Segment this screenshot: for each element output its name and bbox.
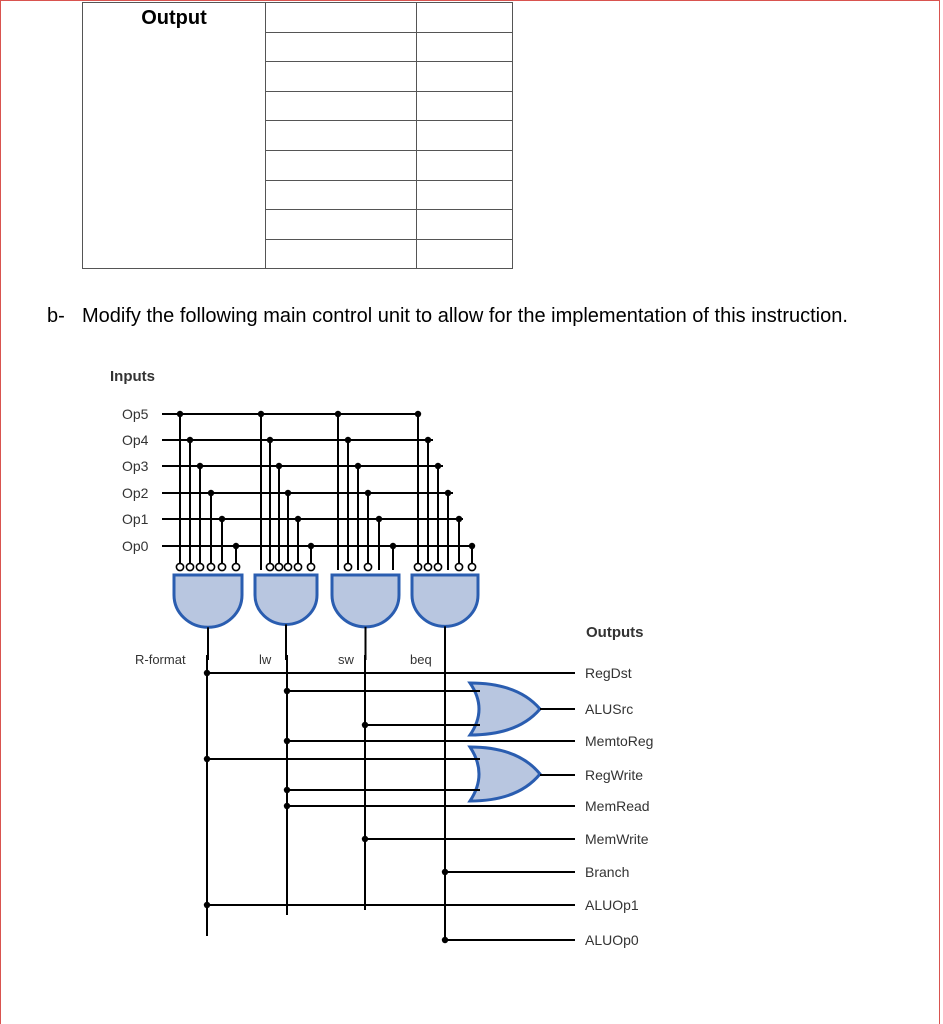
tap-junction-dot bbox=[233, 543, 239, 549]
junction-dot bbox=[284, 738, 290, 744]
input-label-op3: Op3 bbox=[122, 458, 149, 474]
and-gate-label-r-format: R-format bbox=[135, 652, 186, 667]
output-label-regdst: RegDst bbox=[585, 665, 632, 681]
output-label-aluop0: ALUOp0 bbox=[585, 932, 639, 948]
tap-junction-dot bbox=[376, 516, 382, 522]
inverter-bubble bbox=[434, 563, 441, 570]
inverter-bubble bbox=[218, 563, 225, 570]
output-label-regwrite: RegWrite bbox=[585, 767, 644, 783]
output-label-alusrc: ALUSrc bbox=[585, 701, 634, 717]
input-label-op4: Op4 bbox=[122, 432, 149, 448]
inverter-bubble bbox=[424, 563, 431, 570]
tap-junction-dot bbox=[208, 490, 214, 496]
tap-junction-dot bbox=[219, 516, 225, 522]
inverter-bubble bbox=[275, 563, 282, 570]
tap-junction-dot bbox=[285, 490, 291, 496]
tap-junction-dot bbox=[308, 543, 314, 549]
and-gate-sw bbox=[332, 575, 399, 627]
tap-junction-dot bbox=[258, 411, 264, 417]
tap-junction-dot bbox=[469, 543, 475, 549]
tap-junction-dot bbox=[335, 411, 341, 417]
and-gate-label-beq: beq bbox=[410, 652, 432, 667]
and-gate-lw bbox=[255, 575, 317, 624]
tap-junction-dot bbox=[365, 490, 371, 496]
output-label-memread: MemRead bbox=[585, 798, 650, 814]
junction-dot bbox=[284, 688, 290, 694]
tap-junction-dot bbox=[177, 411, 183, 417]
junction-dot bbox=[204, 670, 210, 676]
and-gate-label-lw: lw bbox=[259, 652, 272, 667]
question-marker: b- bbox=[47, 305, 65, 327]
inverter-bubble bbox=[284, 563, 291, 570]
inverter-bubble bbox=[468, 563, 475, 570]
and-gate-r-format bbox=[174, 575, 242, 627]
and-gate-label-sw: sw bbox=[338, 652, 354, 667]
inverter-bubble bbox=[364, 563, 371, 570]
inverter-bubble bbox=[232, 563, 239, 570]
inverter-bubble bbox=[186, 563, 193, 570]
tap-junction-dot bbox=[445, 490, 451, 496]
tap-junction-dot bbox=[355, 463, 361, 469]
tap-junction-dot bbox=[390, 543, 396, 549]
tap-junction-dot bbox=[435, 463, 441, 469]
inverter-bubble bbox=[294, 563, 301, 570]
input-label-op2: Op2 bbox=[122, 485, 149, 501]
and-gate-beq bbox=[412, 575, 478, 626]
inverter-bubble bbox=[414, 563, 421, 570]
junction-dot bbox=[284, 787, 290, 793]
input-label-op0: Op0 bbox=[122, 538, 149, 554]
inverter-bubble bbox=[196, 563, 203, 570]
tap-junction-dot bbox=[425, 437, 431, 443]
output-label: Output bbox=[141, 7, 207, 29]
junction-dot bbox=[204, 756, 210, 762]
junction-dot bbox=[204, 902, 210, 908]
junction-dot bbox=[442, 937, 448, 943]
junction-dot bbox=[284, 803, 290, 809]
question-text: Modify the following main control unit to allow for the implementation of this instruction. bbox=[82, 305, 848, 327]
input-label-op1: Op1 bbox=[122, 511, 149, 527]
tap-junction-dot bbox=[197, 463, 203, 469]
inputs-title: Inputs bbox=[110, 368, 155, 385]
inverter-bubble bbox=[176, 563, 183, 570]
tap-junction-dot bbox=[267, 437, 273, 443]
inverter-bubble bbox=[455, 563, 462, 570]
output-label-branch: Branch bbox=[585, 864, 630, 880]
tap-junction-dot bbox=[295, 516, 301, 522]
output-label-aluop1: ALUOp1 bbox=[585, 897, 639, 913]
tap-junction-dot bbox=[187, 437, 193, 443]
inverter-bubble bbox=[344, 563, 351, 570]
tap-junction-dot bbox=[276, 463, 282, 469]
tap-junction-dot bbox=[415, 411, 421, 417]
inverter-bubble bbox=[266, 563, 273, 570]
or-gate-alusrc bbox=[470, 683, 540, 735]
input-label-op5: Op5 bbox=[122, 406, 149, 422]
inverter-bubble bbox=[307, 563, 314, 570]
junction-dot bbox=[362, 836, 368, 842]
or-gate-regwrite bbox=[470, 747, 540, 801]
junction-dot bbox=[362, 722, 368, 728]
tap-junction-dot bbox=[456, 516, 462, 522]
output-label-memtoreg: MemtoReg bbox=[585, 733, 654, 749]
tap-junction-dot bbox=[345, 437, 351, 443]
inverter-bubble bbox=[207, 563, 214, 570]
outputs-title: Outputs bbox=[586, 624, 644, 641]
output-label-memwrite: MemWrite bbox=[585, 831, 649, 847]
junction-dot bbox=[442, 869, 448, 875]
